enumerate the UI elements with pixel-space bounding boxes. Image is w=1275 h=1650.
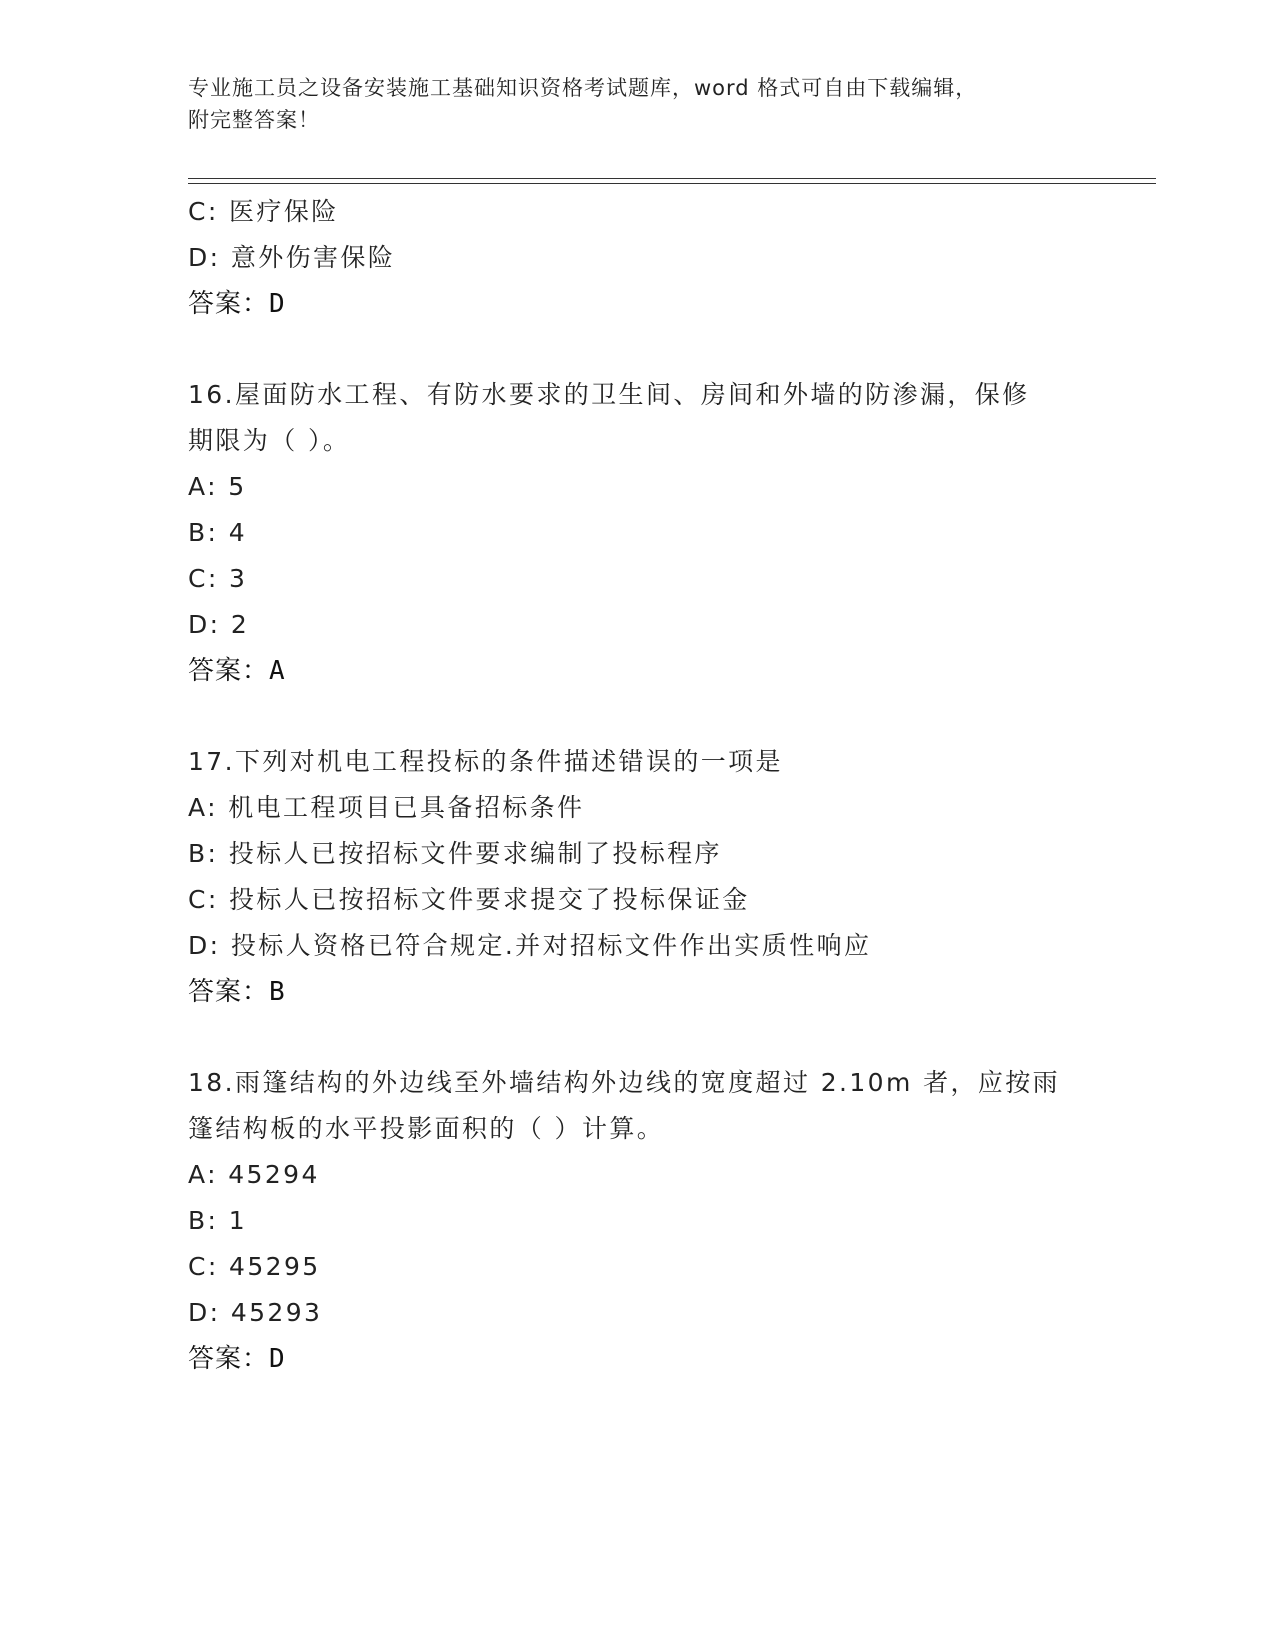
answer-line: 答案：B (188, 977, 286, 1007)
question-stem-line-2: 篷结构板的水平投影面积的（ ）计算。 (188, 1114, 665, 1143)
option-c: C: 3 (188, 564, 248, 593)
document-body (188, 189, 1108, 1382)
option-a: A: 机电工程项目已具备招标条件 (188, 793, 585, 822)
question-stem-line-1: 16.屋面防水工程、有防水要求的卫生间、房间和外墙的防渗漏，保修 (188, 380, 1030, 409)
option-b: B: 4 (188, 518, 248, 547)
answer-line: 答案：A (188, 656, 286, 686)
spacer (188, 327, 1108, 372)
question-stem-line-2: 期限为（ ）。 (188, 426, 351, 455)
header-title-line-2: 附完整答案！ (188, 108, 320, 132)
option-c: C: 医疗保险 (188, 197, 339, 226)
option-b: B: 投标人已按招标文件要求编制了投标程序 (188, 839, 722, 868)
option-a: A: 5 (188, 472, 247, 501)
header-title-line-1: 专业施工员之设备安装施工基础知识资格考试题库，word 格式可自由下载编辑， (188, 76, 978, 100)
spacer (188, 694, 1108, 739)
option-c: C: 投标人已按招标文件要求提交了投标保证金 (188, 885, 750, 914)
prev-question-block (188, 189, 1108, 327)
option-d: D: 45293 (188, 1298, 323, 1327)
question-16 (188, 372, 1108, 694)
answer-line: 答案：D (188, 289, 286, 319)
question-stem-line-1: 18.雨篷结构的外边线至外墙结构外边线的宽度超过 2.10m 者，应按雨 (188, 1068, 1061, 1097)
option-b: B: 1 (188, 1206, 248, 1235)
header-divider (188, 178, 1156, 184)
option-c: C: 45295 (188, 1252, 321, 1281)
option-d: D: 意外伤害保险 (188, 243, 396, 272)
option-d: D: 2 (188, 610, 250, 639)
answer-line: 答案：D (188, 1344, 286, 1374)
question-stem-line-1: 17.下列对机电工程投标的条件描述错误的一项是 (188, 747, 783, 776)
page-header (188, 72, 1068, 136)
question-18 (188, 1060, 1108, 1382)
question-17 (188, 739, 1108, 1015)
option-a: A: 45294 (188, 1160, 320, 1189)
spacer (188, 1015, 1108, 1060)
option-d: D: 投标人资格已符合规定.并对招标文件作出实质性响应 (188, 931, 872, 960)
